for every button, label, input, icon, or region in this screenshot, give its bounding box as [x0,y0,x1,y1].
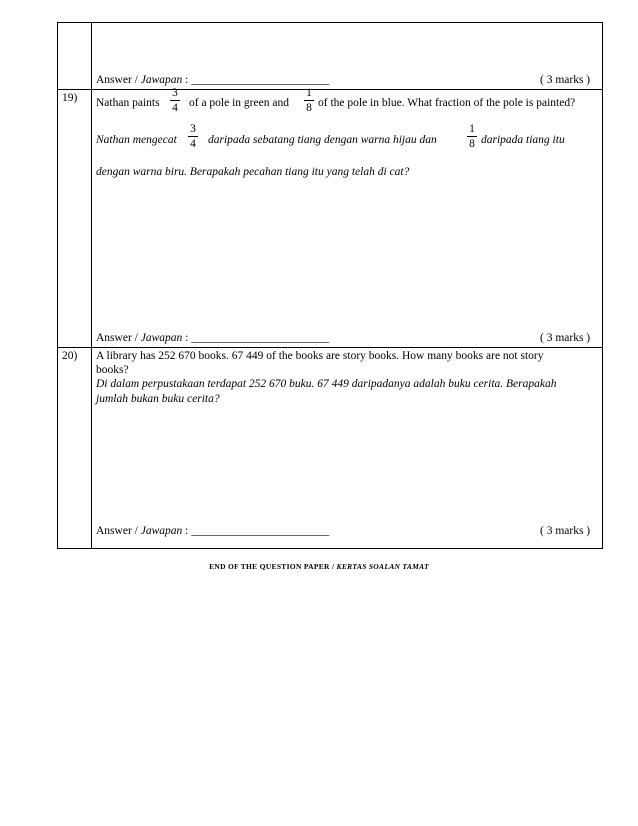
answer-line-18: Answer / Jawapan : ________________________ [96,74,330,86]
q19-en-fraction-1-8: 1 8 [304,87,314,114]
end-of-paper-footer: END OF THE QUESTION PAPER / KERTAS SOALAN TAMAT [209,562,429,571]
q19-en-part2: of a pole in green and [189,97,289,109]
q20-ms-line1: Di dalam perpustakaan terdapat 252 670 buku. 67 449 daripadanya adalah buku cerita. Berapakah [96,378,557,390]
q19-ms-line2: dengan warna biru. Berapakah pecahan tiang itu yang telah di cat? [96,166,410,178]
marks-19: ( 3 marks ) [540,332,591,344]
answer-line-20: Answer / Jawapan : ________________________ [96,525,330,537]
q20-ms-line2: jumlah bukan buku cerita? [96,393,220,405]
column-divider [91,23,92,548]
q19-en-fraction-3-4: 3 4 [170,87,180,114]
marks-20: ( 3 marks ) [540,525,591,537]
q20-en-line1: A library has 252 670 books. 67 449 of the books are story books. How many books are not story [96,350,544,362]
q19-en-part1: Nathan paints [96,97,160,109]
q19-en-part3: of the pole in blue. What fraction of the pole is painted? [318,97,576,109]
q19-ms-part3: daripada tiang itu [481,134,565,146]
q19-ms-part1: Nathan mengecat [96,134,177,146]
answer-line-19: Answer / Jawapan : ________________________ [96,332,330,344]
question-table [57,22,603,549]
marks-18: ( 3 marks ) [540,74,591,86]
row-divider-19 [58,89,602,90]
q20-en-line2: books? [96,364,129,376]
question-number-19: 19) [62,92,78,104]
row-divider-20 [58,347,602,348]
question-number-20: 20) [62,350,78,362]
q19-ms-fraction-3-4: 3 4 [188,123,198,150]
q19-ms-fraction-1-8: 1 8 [467,123,477,150]
q19-ms-part2: daripada sebatang tiang dengan warna hijau dan [208,134,437,146]
